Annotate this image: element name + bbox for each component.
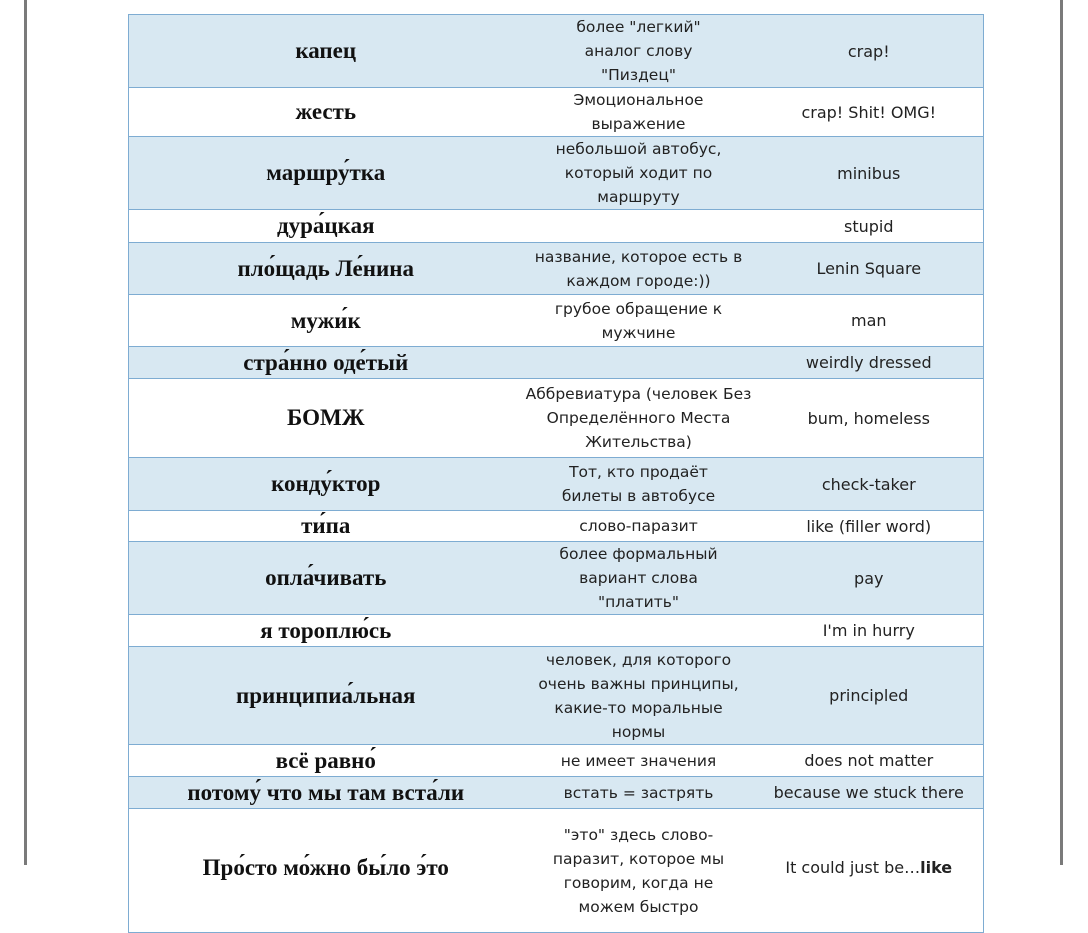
vocabulary-table xyxy=(128,14,984,933)
translation-cell: bum, homeless xyxy=(755,379,984,458)
explanation-cell xyxy=(523,347,755,379)
translation-cell: stupid xyxy=(755,210,984,243)
table-row xyxy=(129,745,984,777)
explanation-cell xyxy=(523,745,755,777)
explanation-cell xyxy=(523,511,755,542)
word-cell: я тороплю́сь xyxy=(129,615,523,647)
table-row xyxy=(129,809,984,933)
word-cell: мужи́к xyxy=(129,295,523,347)
word-cell: дура́цкая xyxy=(129,210,523,243)
table-row xyxy=(129,542,984,615)
explanation-text: Аббревиатура (человек Без Определённого Места Жительства) xyxy=(525,385,752,451)
explanation-text: название, которое есть в каждом городе:)) xyxy=(534,247,743,290)
explanation-cell xyxy=(523,210,755,243)
word-cell: потому́ что мы там вста́ли xyxy=(129,777,523,809)
page-border-left xyxy=(24,0,27,865)
word-cell: маршру́тка xyxy=(129,137,523,210)
table-row xyxy=(129,15,984,88)
explanation-cell xyxy=(523,458,755,511)
translation-cell: I'm in hurry xyxy=(755,615,984,647)
explanation-cell xyxy=(523,379,755,458)
translation-cell: man xyxy=(755,295,984,347)
translation-cell: Lenin Square xyxy=(755,243,984,295)
word-cell: пло́щадь Ле́нина xyxy=(129,243,523,295)
explanation-cell xyxy=(523,15,755,88)
translation-cell: does not matter xyxy=(755,745,984,777)
table-row xyxy=(129,615,984,647)
table-row xyxy=(129,88,984,137)
explanation-text: небольшой автобус, который ходит по маршруту xyxy=(555,140,722,206)
translation-cell: minibus xyxy=(755,137,984,210)
translation-cell: principled xyxy=(755,647,984,745)
word-cell: опла́чивать xyxy=(129,542,523,615)
translation-cell xyxy=(755,809,984,933)
explanation-cell xyxy=(523,809,755,933)
word-cell: конду́ктор xyxy=(129,458,523,511)
page-border-right xyxy=(1060,0,1063,865)
table-row xyxy=(129,777,984,809)
word-cell: Про́сто мо́жно бы́ло э́то xyxy=(129,809,523,933)
translation-cell: like (filler word) xyxy=(755,511,984,542)
table-row xyxy=(129,458,984,511)
explanation-cell xyxy=(523,777,755,809)
explanation-text: более формальный вариант слова "платить" xyxy=(559,545,718,611)
explanation-text: грубое обращение к мужчине xyxy=(554,299,723,342)
word-cell: всё равно́ xyxy=(129,745,523,777)
table-row xyxy=(129,243,984,295)
table-row xyxy=(129,379,984,458)
explanation-cell xyxy=(523,295,755,347)
explanation-cell xyxy=(523,243,755,295)
explanation-text: не имеет значения xyxy=(560,751,717,770)
word-cell: жесть xyxy=(129,88,523,137)
explanation-text: Тот, кто продаёт билеты в автобусе xyxy=(561,463,716,505)
translation-cell: weirdly dressed xyxy=(755,347,984,379)
table-row xyxy=(129,647,984,745)
explanation-text: человек, для которого очень важны принципы, какие-то моральные нормы xyxy=(538,650,739,741)
translation-cell: crap! xyxy=(755,15,984,88)
explanation-cell xyxy=(523,647,755,745)
explanation-cell xyxy=(523,88,755,137)
explanation-cell xyxy=(523,542,755,615)
explanation-text: слово-паразит xyxy=(579,517,698,535)
explanation-cell xyxy=(523,137,755,210)
word-cell: БОМЖ xyxy=(129,379,523,458)
explanation-text: Эмоциональное выражение xyxy=(573,91,704,133)
word-cell: ти́па xyxy=(129,511,523,542)
explanation-text: "это" здесь слово-паразит, которое мы говорим, когда не можем быстро xyxy=(552,825,725,916)
table-row xyxy=(129,137,984,210)
translation-cell: because we stuck there xyxy=(755,777,984,809)
translation-cell: check-taker xyxy=(755,458,984,511)
word-cell: принципиа́льная xyxy=(129,647,523,745)
translation-text: It could just be… xyxy=(785,858,921,877)
translation-cell: crap! Shit! OMG! xyxy=(755,88,984,137)
table-row xyxy=(129,347,984,379)
table-row xyxy=(129,210,984,243)
translation-cell: pay xyxy=(755,542,984,615)
word-cell: капец xyxy=(129,15,523,88)
explanation-cell xyxy=(523,615,755,647)
word-cell: стра́нно оде́тый xyxy=(129,347,523,379)
explanation-text: встать = застрять xyxy=(563,783,714,802)
table-row xyxy=(129,295,984,347)
translation-bold-text: like xyxy=(920,858,953,877)
explanation-text: более "легкий" аналог слову "Пиздец" xyxy=(576,18,701,84)
table-row xyxy=(129,511,984,542)
